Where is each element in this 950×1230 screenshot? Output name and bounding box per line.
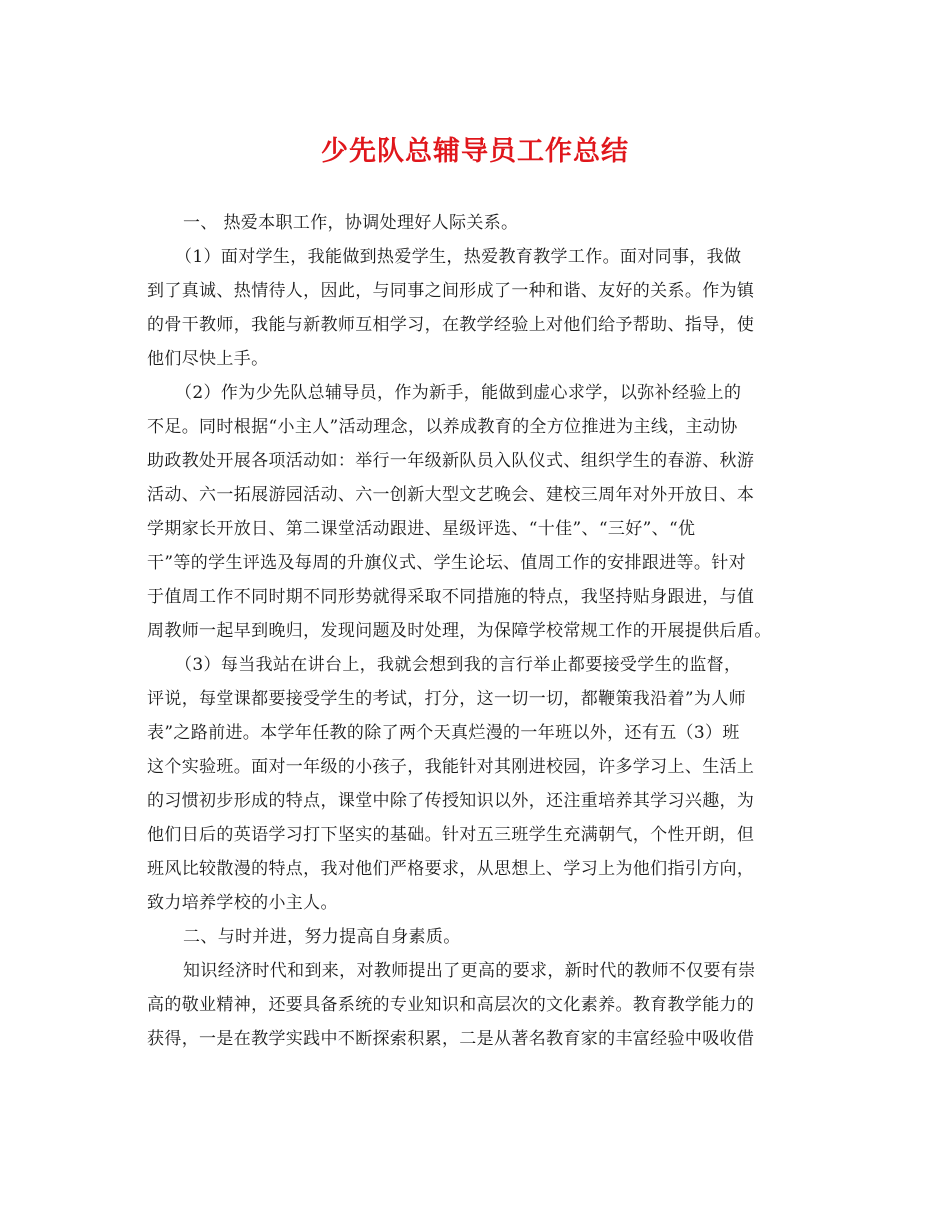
paragraph-line: 不足。同时根据“小主人”活动理念，以养成教育的全方位推进为主线，主动协 [147, 417, 738, 437]
paragraph-line: （3）每当我站在讲台上，我就会想到我的言行举止都要接受学生的监督， [175, 655, 742, 675]
paragraph-line: 班风比较散漫的特点，我对他们严格要求，从思想上、学习上为他们指引方向， [147, 859, 755, 879]
paragraph-line: 学期家长开放日、第二课堂活动跟进、星级评选、“十佳”、“三好”、“优 [147, 519, 696, 539]
section-heading: 一、 热爱本职工作，协调处理好人际关系。 [183, 213, 519, 233]
section-heading: 二、与时并进，努力提高自身素质。 [183, 927, 461, 947]
paragraph-line: 获得，一是在教学实践中不断探索积累，二是从著名教育家的丰富经验中吸收借 [147, 1029, 755, 1049]
paragraph-line: （2）作为少先队总辅导员，作为新手，能做到虚心求学，以弥补经验上的 [175, 383, 742, 403]
paragraph-line: 助政教处开展各项活动如：举行一年级新队员入队仪式、组织学生的春游、秋游 [147, 451, 755, 471]
paragraph-line: 表”之路前进。本学年任教的除了两个天真烂漫的一年班以外，还有五（3）班 [147, 723, 740, 743]
paragraph-line: 周教师一起早到晚归，发现问题及时处理，为保障学校常规工作的开展提供后盾。 [147, 621, 772, 641]
paragraph-line: 于值周工作不同时期不同形势就得采取不同措施的特点，我坚持贴身跟进，与值 [147, 587, 755, 607]
paragraph-line: 到了真诚、热情待人，因此，与同事之间形成了一种和谐、友好的关系。作为镇 [147, 281, 755, 301]
paragraph-line: 干”等的学生评选及每周的升旗仪式、学生论坛、值周工作的安排跟进等。针对 [147, 553, 746, 573]
paragraph-line: 的习惯初步形成的特点，课堂中除了传授知识以外，还注重培养其学习兴趣，为 [147, 791, 755, 811]
paragraph-line: 高的敬业精神，还要具备系统的专业知识和高层次的文化素养。教育教学能力的 [147, 995, 755, 1015]
paragraph-line: 评说，每堂课都要接受学生的考试，打分，这一切一切，都鞭策我沿着”为人师 [147, 689, 746, 709]
paragraph-line: 致力培养学校的小主人。 [147, 893, 338, 913]
paragraph-line: 活动、六一拓展游园活动、六一创新大型文艺晚会、建校三周年对外开放日、本 [147, 485, 755, 505]
paragraph-line: （1）面对学生，我能做到热爱学生，热爱教育教学工作。面对同事，我做 [175, 247, 742, 267]
document-body [147, 206, 807, 1056]
paragraph-line: 他们日后的英语学习打下坚实的基础。针对五三班学生充满朝气，个性开朗，但 [147, 825, 755, 845]
paragraph-line: 他们尽快上手。 [147, 349, 269, 369]
paragraph-line: 知识经济时代和到来，对教师提出了更高的要求，新时代的教师不仅要有崇 [183, 961, 756, 981]
paragraph-line: 这个实验班。面对一年级的小孩子，我能针对其刚进校园，许多学习上、生活上 [147, 757, 755, 777]
document-title: 少先队总辅导员工作总结 [321, 136, 629, 167]
paragraph-line: 的骨干教师，我能与新教师互相学习，在教学经验上对他们给予帮助、指导，使 [147, 315, 755, 335]
